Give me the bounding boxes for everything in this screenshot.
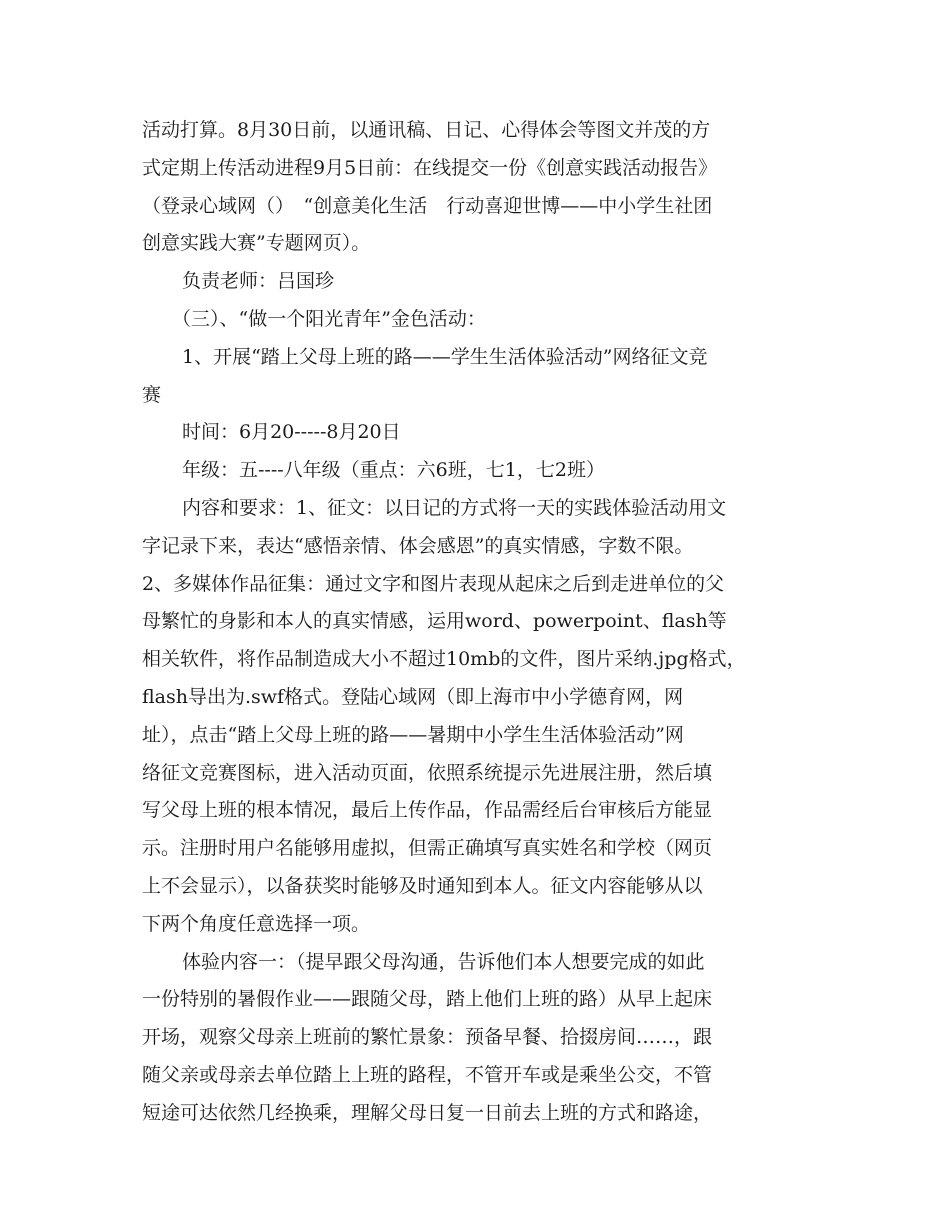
text-line: 时间：6月20-----8月20日 xyxy=(182,421,401,444)
text-line: 1、开展“踏上父母上班的路——学生生活体验活动”网络征文竞 xyxy=(182,345,708,368)
text-line: 年级：五----八年级（重点：六6班，七1，七2班） xyxy=(182,459,605,482)
text-line: 体验内容一：（提早跟父母沟通，告诉他们本人想要完成的如此 xyxy=(182,950,705,973)
text-line: 内容和要求：1、征文：以日记的方式将一天的实践体验活动用文 xyxy=(182,496,727,519)
text-line: 一份特别的暑假作业——跟随父母，踏上他们上班的路）从早上起床 xyxy=(142,988,713,1011)
text-line: 字记录下来，表达“感悟亲情、体会感恩”的真实情感，字数不限。 xyxy=(142,534,694,557)
document-page xyxy=(142,112,818,1133)
text-line: 络征文竞赛图标，进入活动页面，依照系统提示先进展注册，然后填 xyxy=(142,761,713,784)
text-line: 负责老师：吕国珍 xyxy=(182,270,335,293)
text-line: 示。注册时用户名能够用虚拟，但需正确填写真实姓名和学校（网页 xyxy=(142,837,713,860)
text-line: 随父亲或母亲去单位踏上上班的路程，不管开车或是乘坐公交，不管 xyxy=(142,1063,713,1086)
text-line: 创意实践大赛”专题网页）。 xyxy=(142,232,371,255)
text-line: 赛 xyxy=(142,383,162,406)
text-line: 母繁忙的身影和本人的真实情感，运用word、powerpoint、flash等 xyxy=(142,610,727,633)
text-line: 活动打算。8月30日前，以通讯稿、日记、心得体会等图文并茂的方 xyxy=(142,119,711,141)
text-line: 址），点击“踏上父母上班的路——暑期中小学生生活体验活动”网 xyxy=(142,723,684,746)
text-line: 上不会显示），以备获奖时能够及时通知到本人。征文内容能够从以 xyxy=(142,874,703,897)
text-line: 开场，观察父母亲上班前的繁忙景象：预备早餐、拾掇房间……，跟 xyxy=(142,1026,713,1049)
text-line: 式定期上传活动进程9月5日前：在线提交一份《创意实践活动报告》 xyxy=(142,156,718,179)
text-line: 2、多媒体作品征集：通过文字和图片表现从起床之后到走进单位的父 xyxy=(142,572,725,595)
text-line: 短途可达依然几经换乘，理解父母日复一日前去上班的方式和路途， xyxy=(142,1101,713,1124)
text-line: 写父母上班的根本情况，最后上传作品，作品需经后台审核后方能显 xyxy=(142,799,713,822)
text-line: flash导出为.swf格式。登陆心域网（即上海市中小学德育网，网 xyxy=(142,685,684,708)
text-line: （登录心域网（） “创意美化生活 行动喜迎世博——中小学生社团 xyxy=(142,194,713,217)
section-heading: （三）、“做一个阳光青年”金色活动： xyxy=(172,307,486,330)
text-line: 下两个角度任意选择一项。 xyxy=(142,912,371,935)
text-line: 相关软件，将作品制造成大小不超过10mb的文件，图片采纳.jpg格式， xyxy=(142,648,746,671)
